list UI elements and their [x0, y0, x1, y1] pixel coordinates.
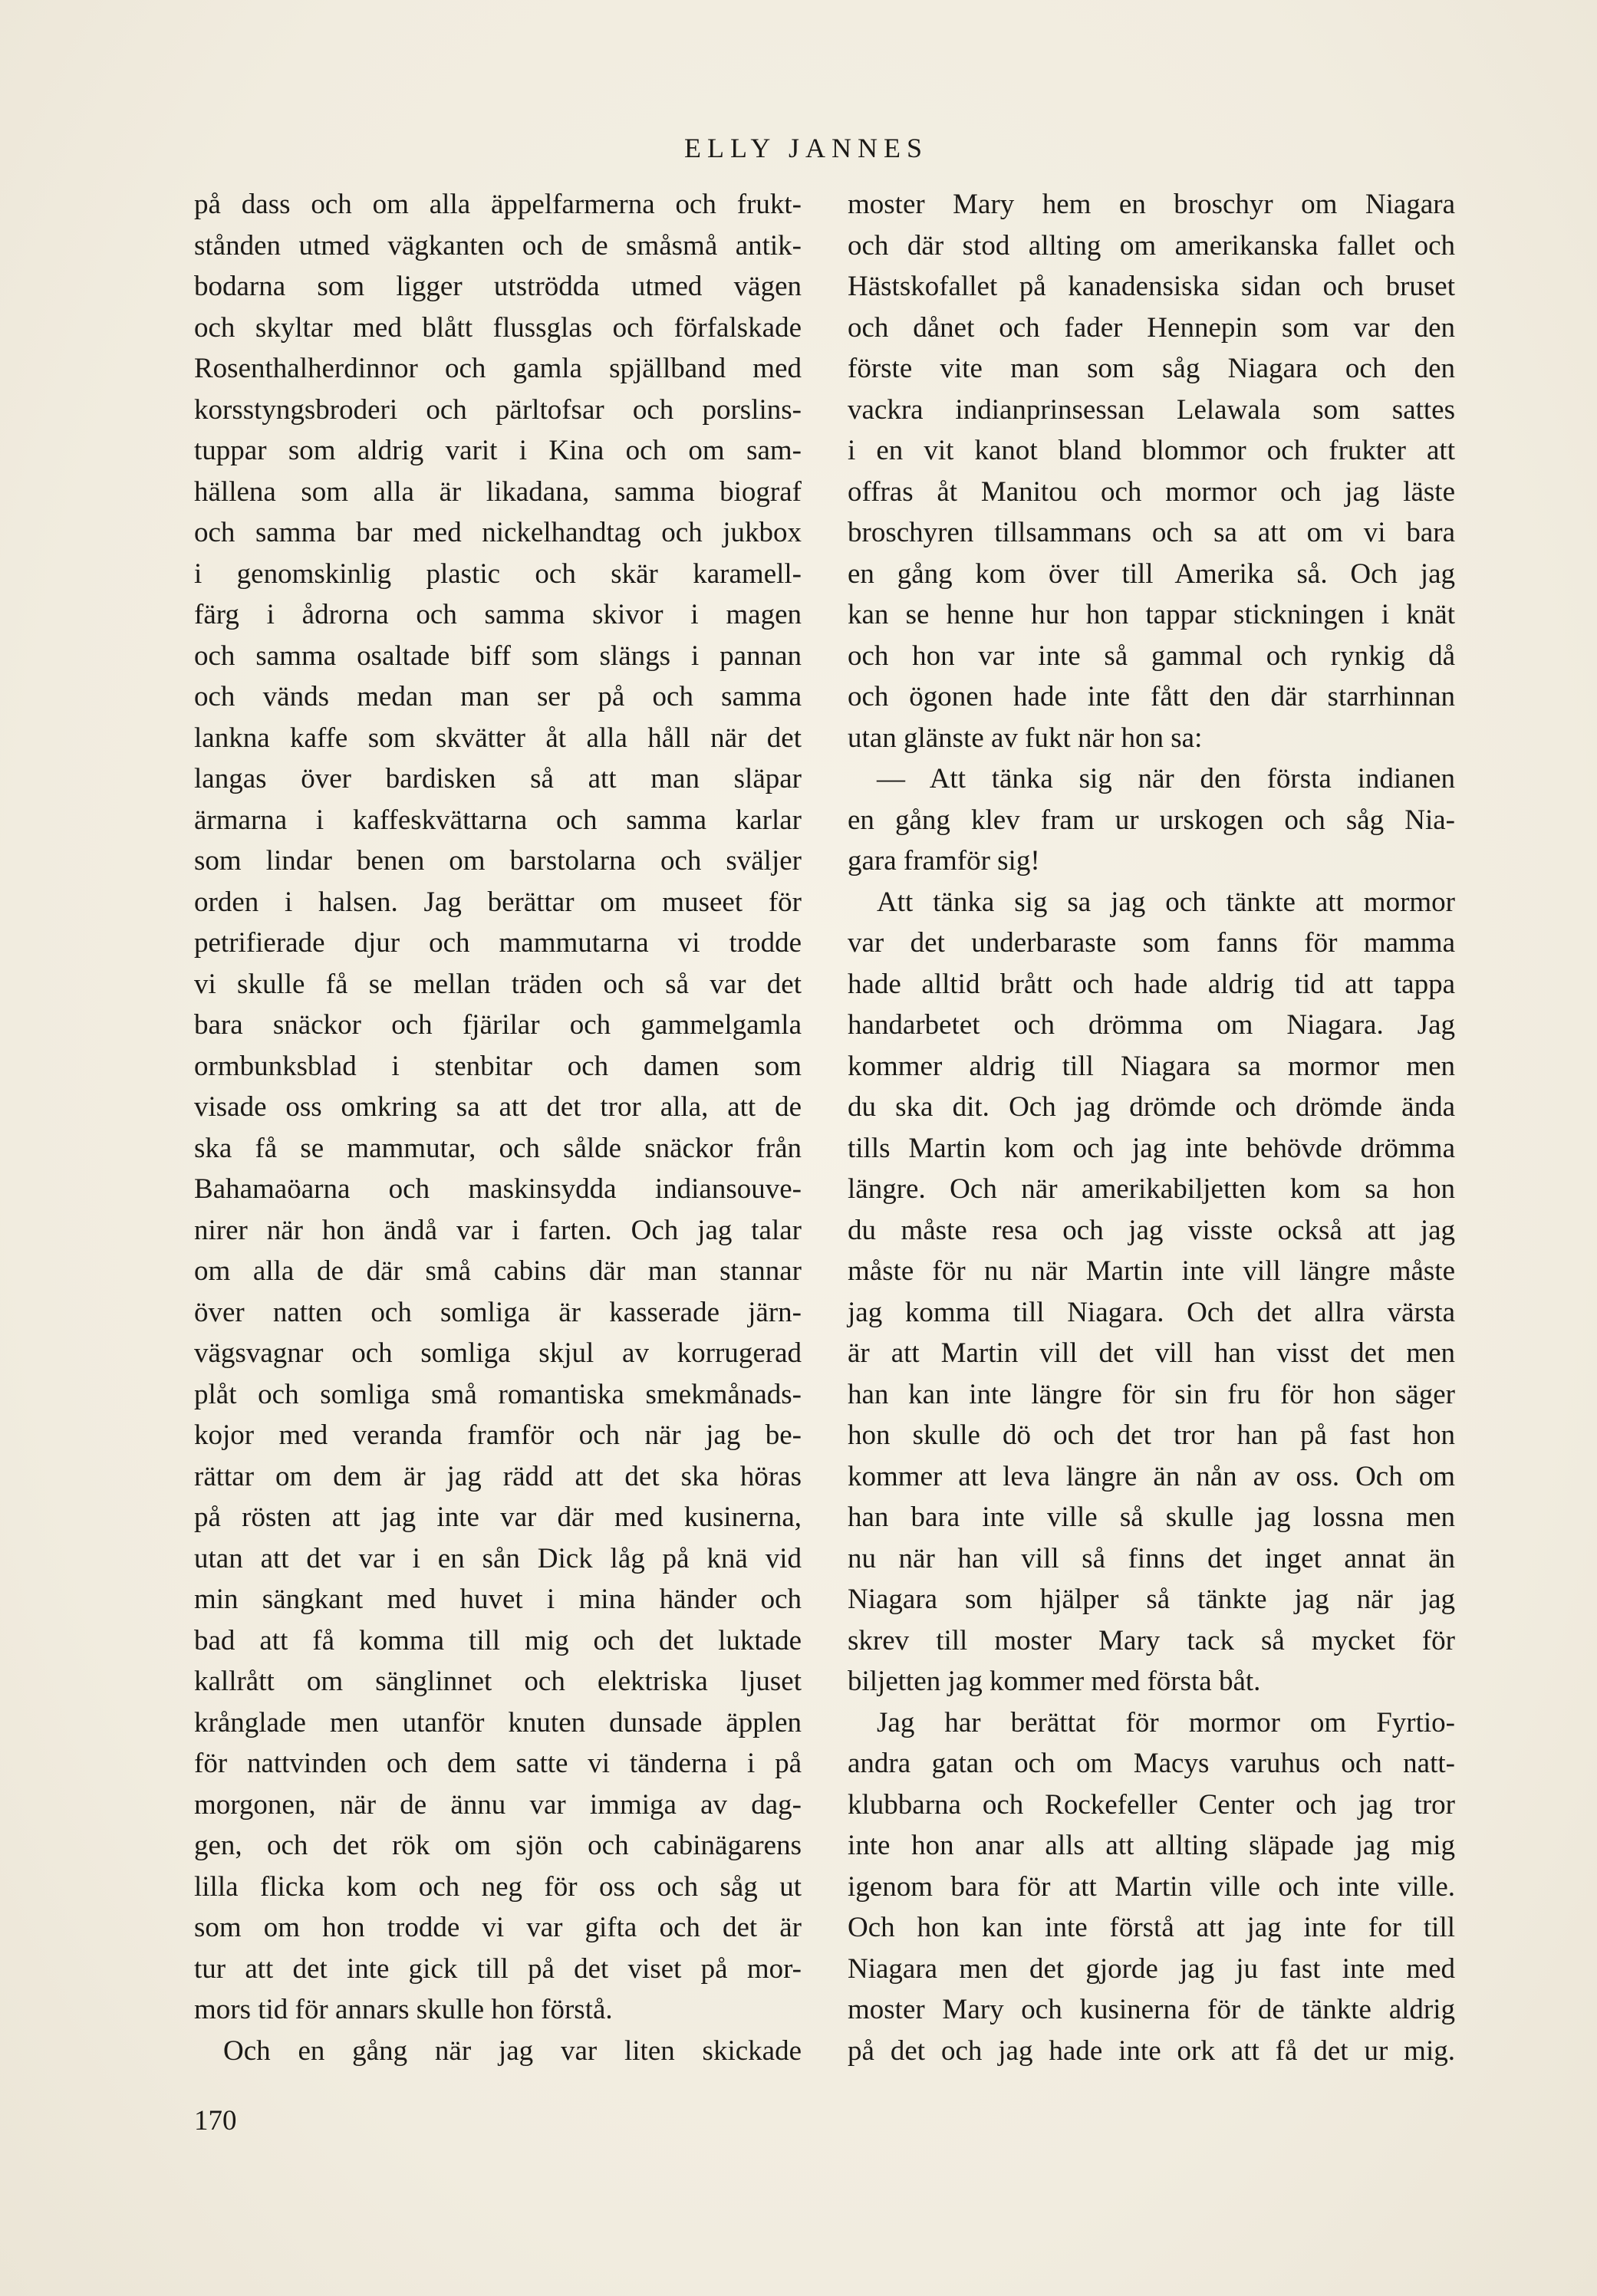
text-line: andra gatan och om Macys varuhus och natt-: [848, 1748, 1455, 1779]
text-line: som lindar benen om barstolarna och sväljer: [194, 845, 802, 877]
text-line: och ögonen hade inte fått den där starrhinnan: [848, 681, 1455, 712]
text-line: utan glänste av fukt när hon sa:: [848, 722, 1203, 754]
text-line: kommer aldrig till Niagara sa mormor men: [848, 1050, 1455, 1082]
text-line: över natten och somliga är kasserade järn-: [194, 1296, 802, 1328]
text-line: ormbunksblad i stenbitar och damen som: [194, 1050, 802, 1082]
text-line: moster Mary och kusinerna för de tänkte aldrig: [848, 1994, 1455, 2025]
text-line: en gång kom över till Amerika så. Och jag: [848, 558, 1455, 590]
text-line: längre. Och när amerikabiljetten kom sa hon: [848, 1173, 1455, 1205]
text-line: på dass och om alla äppelfarmerna och frukt-: [194, 189, 802, 220]
text-line: — Att tänka sig när den första indianen: [877, 763, 1455, 794]
text-line: Och en gång när jag var liten skickade: [223, 2034, 802, 2067]
text-line: bad att få komma till mig och det luktade: [194, 1624, 802, 1656]
text-line: och samma osaltade biff som slängs i pannan: [194, 640, 802, 672]
text-line: och hon var inte så gammal och rynkig då: [848, 640, 1455, 672]
text-line: biljetten jag kommer med första båt.: [848, 1666, 1261, 1697]
text-line: Niagara men det gjorde jag ju fast inte med: [848, 1952, 1455, 1985]
text-line: vägsvagnar och somliga skjul av korrugerad: [194, 1337, 802, 1369]
text-line: Jag har berättat för mormor om Fyrtio-: [877, 1706, 1455, 1738]
text-line: utan att det var i en sån Dick låg på knä vid: [194, 1542, 802, 1574]
text-line: krånglade men utanför knuten dunsade äpplen: [194, 1706, 802, 1738]
text-line: och dånet och fader Hennepin som var den: [848, 311, 1455, 344]
text-line: offras åt Manitou och mormor och jag läste: [848, 475, 1455, 508]
text-line: och skyltar med blått flussglas och förfalskade: [194, 311, 802, 344]
text-line: visade oss omkring sa att det tror alla, att de: [194, 1091, 802, 1123]
text-line: måste för nu när Martin inte vill längre måste: [848, 1255, 1455, 1287]
text-line: ärmarna i kaffeskvättarna och samma karlar: [194, 804, 802, 836]
text-line: nu när han vill så finns det inget annat än: [848, 1542, 1455, 1574]
text-line: han kan inte längre för sin fru för hon säger: [848, 1378, 1455, 1410]
text-line: klubbarna och Rockefeller Center och jag tror: [848, 1788, 1455, 1821]
text-line: rättar om dem är jag rädd att det ska höras: [194, 1460, 802, 1492]
text-line: handarbetet och drömma om Niagara. Jag: [848, 1009, 1455, 1041]
text-line: en gång klev fram ur urskogen och såg Nia-: [848, 804, 1455, 836]
running-head: ELLY JANNES: [683, 133, 929, 163]
text-line: skrev till moster Mary tack så mycket för: [848, 1624, 1455, 1656]
text-line: korsstyngsbroderi och pärltofsar och porslins-: [194, 393, 802, 426]
text-line: vackra indianprinsessan Lelawala som sattes: [848, 393, 1455, 426]
text-line: han bara inte ville så skulle jag lossna men: [848, 1502, 1455, 1533]
text-line: min sängkant med huvet i mina händer och: [194, 1584, 802, 1615]
text-line: Hästskofallet på kanadensiska sidan och bruset: [848, 271, 1455, 302]
text-line: stånden utmed vägkanten och de småsmå antik-: [194, 229, 802, 262]
text-line: tuppar som aldrig varit i Kina och om sam-: [194, 435, 802, 466]
text-line: jag komma till Niagara. Och det allra värsta: [848, 1296, 1455, 1328]
text-line: tur att det inte gick till på det viset på mor-: [194, 1952, 802, 1985]
text-line: och där stod allting om amerikanska fallet och: [848, 229, 1455, 262]
text-line: langas över bardisken så att man släpar: [194, 763, 802, 794]
text-line: färg i ådrorna och samma skivor i magen: [194, 599, 802, 630]
text-line: lilla flicka kom och neg för oss och såg ut: [194, 1870, 802, 1903]
text-line: som om hon trodde vi var gifta och det är: [194, 1912, 802, 1943]
text-line: bodarna som ligger utströdda utmed vägen: [194, 271, 802, 302]
left-column: [194, 184, 802, 2071]
text-line: kan se henne hur hon tappar stickningen i knät: [848, 599, 1455, 630]
text-line: på det och jag hade inte ork att få det ur mig.: [848, 2034, 1455, 2067]
text-line: gen, och det rök om sjön och cabinägarens: [194, 1830, 802, 1861]
text-line: vi skulle få se mellan träden och så var det: [194, 968, 802, 1000]
text-line: du ska dit. Och jag drömde och drömde ända: [848, 1091, 1455, 1123]
text-line: Niagara som hjälper så tänkte jag när jag: [848, 1584, 1455, 1615]
text-line: igenom bara för att Martin ville och inte ville.: [848, 1870, 1455, 1903]
text-line: och vänds medan man ser på och samma: [194, 681, 802, 712]
text-line: kommer att leva längre än nån av oss. Och om: [848, 1460, 1455, 1492]
text-line: kallrått om sänglinnet och elektriska ljuset: [194, 1666, 802, 1697]
right-column: [848, 184, 1455, 2071]
text-line: på rösten att jag inte var där med kusinerna,: [194, 1502, 802, 1533]
text-line: Att tänka sig sa jag och tänkte att mormor: [877, 886, 1455, 918]
text-line: och samma bar med nickelhandtag och jukbox: [194, 517, 802, 548]
text-line: för nattvinden och dem satte vi tänderna i på: [194, 1748, 802, 1779]
text-line: Bahamaöarna och maskinsydda indiansouve-: [194, 1173, 802, 1205]
text-line: hade alltid brått och hade aldrig tid att tappa: [848, 968, 1455, 1000]
text-line: var det underbaraste som fanns för mamma: [848, 927, 1455, 959]
text-line: gara framför sig!: [848, 845, 1040, 877]
text-line: morgonen, när de ännu var immiga av dag-: [194, 1788, 802, 1821]
text-line: moster Mary hem en broschyr om Niagara: [848, 189, 1455, 220]
text-line: mors tid för annars skulle hon förstå.: [194, 1994, 613, 2025]
text-line: ska få se mammutar, och sålde snäckor från: [194, 1132, 802, 1164]
text-line: kojor med veranda framför och när jag be-: [194, 1419, 802, 1451]
text-line: orden i halsen. Jag berättar om museet för: [194, 886, 802, 918]
text-line: lankna kaffe som skvätter åt alla håll när det: [194, 722, 802, 754]
text-line: är att Martin vill det vill han visst det men: [848, 1337, 1455, 1369]
text-line: plåt och somliga små romantiska smekmånads-: [194, 1378, 802, 1410]
text-line: i genomskinlig plastic och skär karamell-: [194, 558, 802, 590]
text-line: i en vit kanot bland blommor och frukter att: [848, 435, 1455, 466]
page-number: 170: [194, 2105, 237, 2136]
text-line: förste vite man som såg Niagara och den: [848, 353, 1455, 384]
text-line: petrifierade djur och mammutarna vi trodde: [194, 927, 802, 959]
text-line: Rosenthalherdinnor och gamla spjällband med: [194, 353, 802, 384]
text-line: inte hon anar alls att allting släpade jag mig: [848, 1830, 1455, 1861]
text-line: hon skulle dö och det tror han på fast hon: [848, 1419, 1455, 1451]
text-line: bara snäckor och fjärilar och gammelgamla: [194, 1009, 802, 1041]
text-line: hällena som alla är likadana, samma biograf: [194, 475, 802, 508]
text-line: Och hon kan inte förstå att jag inte for till: [848, 1912, 1455, 1943]
text-line: nirer när hon ändå var i farten. Och jag talar: [194, 1214, 802, 1246]
text-line: du måste resa och jag visste också att jag: [848, 1214, 1455, 1246]
text-line: om alla de där små cabins där man stannar: [194, 1255, 802, 1287]
text-line: tills Martin kom och jag inte behövde drömma: [848, 1132, 1455, 1164]
text-line: broschyren tillsammans och sa att om vi bara: [848, 517, 1455, 548]
